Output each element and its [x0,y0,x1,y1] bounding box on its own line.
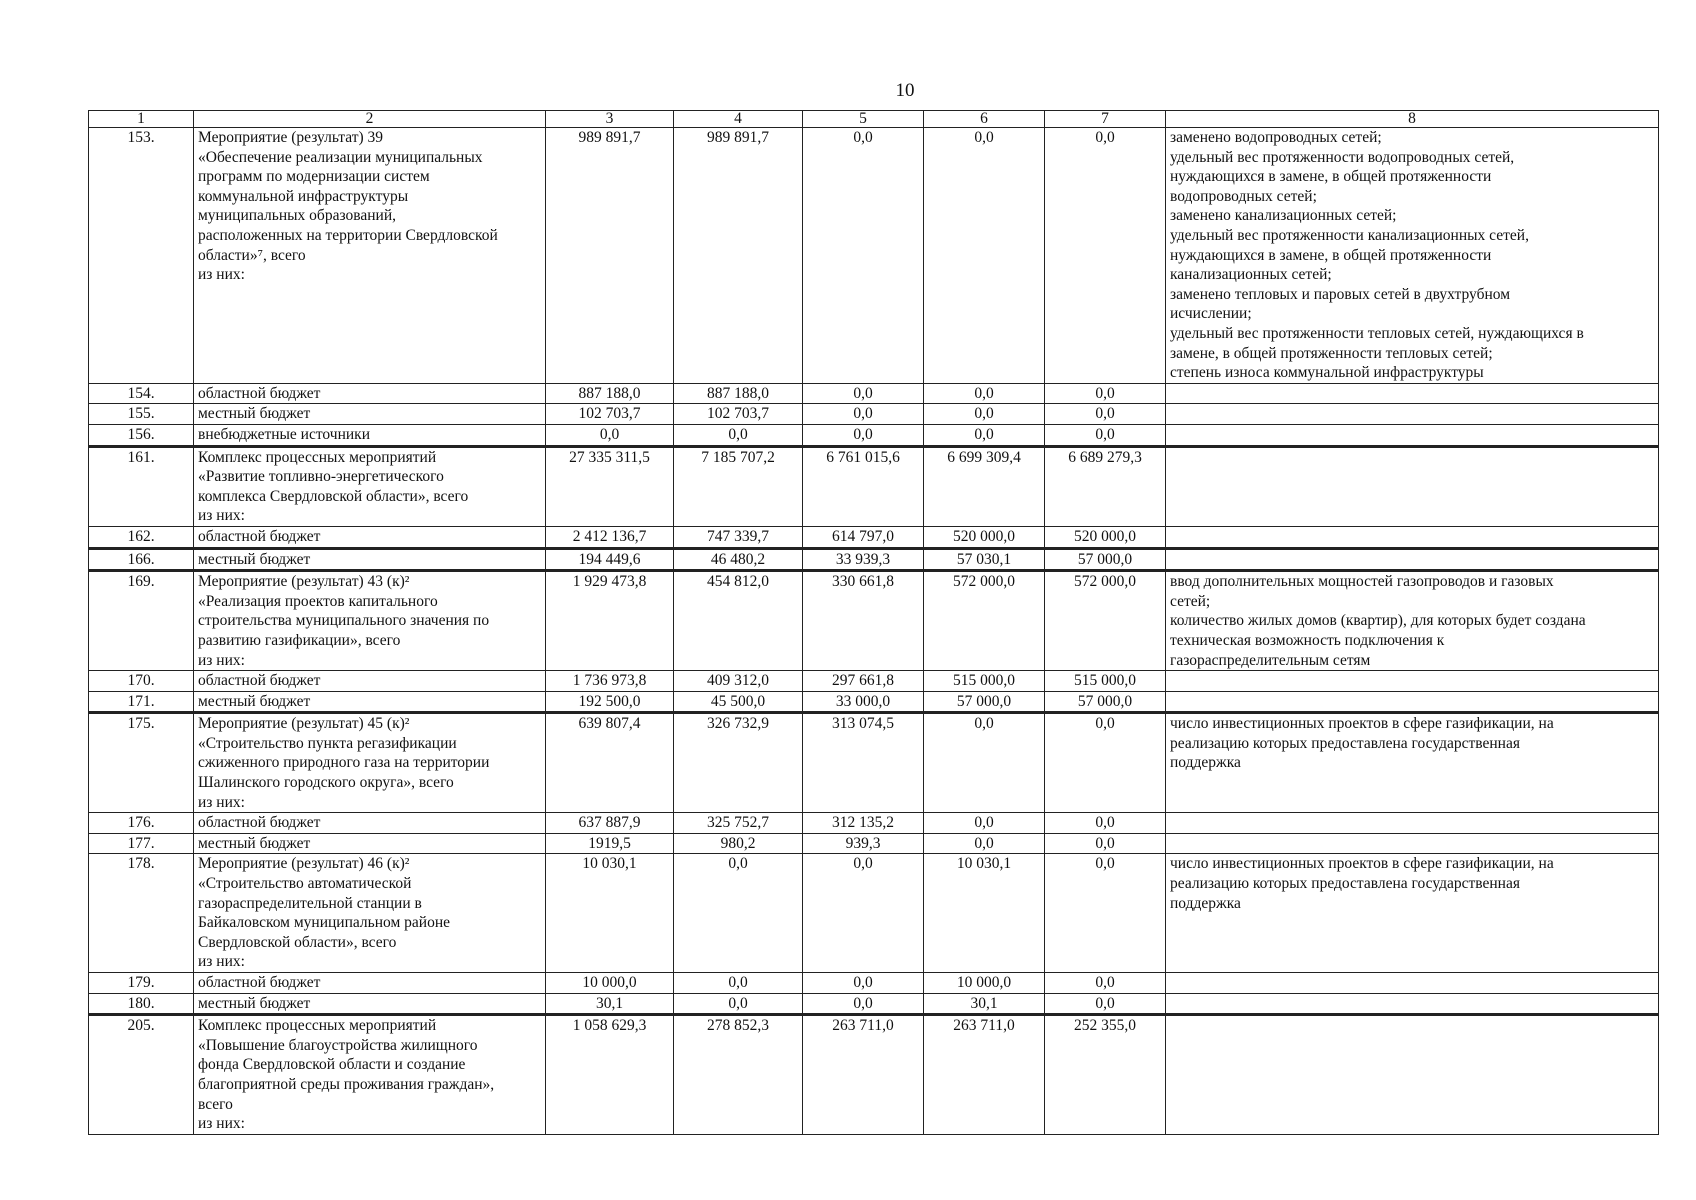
value-cell: 7 185 707,2 [674,446,803,526]
value-cell: 747 339,7 [674,526,803,548]
value-cell: 192 500,0 [546,691,674,713]
value-cell: 33 000,0 [803,691,924,713]
table-body [89,111,1659,1135]
value-cell: 0,0 [674,854,803,973]
row-indicator-line: заменено канализационных сетей; [1170,207,1397,225]
row-name [194,813,546,834]
value-cell: 0,0 [1045,854,1166,973]
row-name [194,548,546,571]
value-cell: 0,0 [1045,973,1166,994]
table-row [89,833,1659,854]
value-cell: 515 000,0 [924,671,1045,692]
value-cell: 252 355,0 [1045,1015,1166,1135]
value-cell: 0,0 [803,854,924,973]
row-indicator [1166,383,1659,404]
value-cell: 0,0 [674,993,803,1015]
value-cell: 102 703,7 [546,404,674,425]
row-indicator-line: исчислении; [1170,305,1252,323]
column-header: 4 [674,111,803,128]
row-name-line: Байкаловском муниципальном районе [198,914,450,932]
row-name [194,383,546,404]
row-number: 156. [89,424,194,446]
row-number: 180. [89,993,194,1015]
table-row [89,993,1659,1015]
value-cell: 278 852,3 [674,1015,803,1135]
value-cell: 46 480,2 [674,548,803,571]
row-name-line: расположенных на территории Свердловской [198,226,498,244]
row-indicator-line: газораспределительным сетям [1170,651,1371,669]
column-header: 6 [924,111,1045,128]
row-name-line: сжиженного природного газа на территории [198,754,490,772]
row-name-line: областной бюджет [198,527,321,545]
row-name [194,833,546,854]
row-indicator-line: реализацию которых предоставлена государственная [1170,875,1520,893]
value-cell: 0,0 [1045,813,1166,834]
row-indicator-line: поддержка [1170,754,1241,772]
value-cell: 0,0 [924,833,1045,854]
value-cell: 57 000,0 [924,691,1045,713]
value-cell: 0,0 [924,713,1045,813]
row-name-line: областной бюджет [198,672,321,690]
row-name-line: из них: [198,953,245,971]
row-name [194,993,546,1015]
row-name [194,713,546,813]
value-cell: 312 135,2 [803,813,924,834]
row-number: 162. [89,526,194,548]
row-indicator [1166,691,1659,713]
row-name [194,1015,546,1135]
row-number: 176. [89,813,194,834]
row-name-line: из них: [198,266,245,284]
row-name-line: «Строительство пункта регазификации [198,734,457,752]
row-number: 179. [89,973,194,994]
row-number: 205. [89,1015,194,1135]
value-cell: 10 030,1 [924,854,1045,973]
value-cell: 297 661,8 [803,671,924,692]
value-cell: 2 412 136,7 [546,526,674,548]
row-indicator [1166,571,1659,671]
value-cell: 263 711,0 [924,1015,1045,1135]
row-name-line: из них: [198,651,245,669]
value-cell: 330 661,8 [803,571,924,671]
value-cell: 57 000,0 [1045,548,1166,571]
row-indicator-line: удельный вес протяженности тепловых сетей, нуждающихся в [1170,324,1584,342]
row-name-line: областной бюджет [198,814,321,832]
row-indicator [1166,424,1659,446]
row-number: 178. [89,854,194,973]
value-cell: 0,0 [803,128,924,384]
row-indicator [1166,833,1659,854]
row-indicator-line: нуждающихся в замене, в общей протяженности [1170,168,1492,186]
row-indicator-line: удельный вес протяженности водопроводных сетей, [1170,148,1515,166]
value-cell: 1 929 473,8 [546,571,674,671]
table-row [89,691,1659,713]
row-indicator [1166,1015,1659,1135]
table-row [89,383,1659,404]
value-cell: 0,0 [803,424,924,446]
column-header: 5 [803,111,924,128]
row-name-line: Мероприятие (результат) 43 (к)² [198,573,410,591]
table-row [89,973,1659,994]
value-cell: 520 000,0 [924,526,1045,548]
value-cell: 0,0 [674,973,803,994]
row-number: 170. [89,671,194,692]
column-header: 7 [1045,111,1166,128]
table-row [89,424,1659,446]
row-name-line: всего [198,1095,233,1113]
value-cell: 989 891,7 [674,128,803,384]
row-indicator-line: сетей; [1170,592,1211,610]
value-cell: 326 732,9 [674,713,803,813]
value-cell: 887 188,0 [674,383,803,404]
row-indicator [1166,813,1659,834]
value-cell: 939,3 [803,833,924,854]
value-cell: 6 699 309,4 [924,446,1045,526]
row-indicator-line: заменено тепловых и паровых сетей в двухтрубном [1170,285,1511,303]
row-name-line: Шалинского городского округа», всего [198,774,454,792]
row-name [194,446,546,526]
row-name [194,854,546,973]
row-name-line: Комплекс процессных мероприятий [198,448,437,466]
value-cell: 0,0 [1045,993,1166,1015]
row-name-line: «Обеспечение реализации муниципальных [198,148,483,166]
value-cell: 0,0 [1045,833,1166,854]
value-cell: 980,2 [674,833,803,854]
budget-table [88,110,1659,1135]
row-name [194,128,546,384]
row-name-line: муниципальных образований, [198,207,396,225]
row-name-line: газораспределительной станции в [198,894,422,912]
row-name-line: из них: [198,793,245,811]
row-name-line: благоприятной среды проживания граждан», [198,1076,495,1094]
row-name-line: комплекса Свердловской области», всего [198,487,469,505]
row-indicator-line: поддержка [1170,894,1241,912]
row-name-line: «Реализация проектов капитального [198,592,438,610]
row-indicator [1166,526,1659,548]
page-number: 10 [895,80,915,101]
value-cell: 614 797,0 [803,526,924,548]
row-name-line: из них: [198,1115,245,1133]
column-header: 8 [1166,111,1659,128]
value-cell: 0,0 [803,404,924,425]
row-indicator-line: реализацию которых предоставлена государственная [1170,734,1520,752]
row-number: 166. [89,548,194,571]
value-cell: 0,0 [546,424,674,446]
row-name [194,404,546,425]
row-name-line: развитию газификации», всего [198,631,401,649]
table-row [89,404,1659,425]
value-cell: 409 312,0 [674,671,803,692]
row-name-line: областной бюджет [198,974,321,992]
row-name-line: программ по модернизации систем [198,168,430,186]
table-row [89,571,1659,671]
value-cell: 10 000,0 [924,973,1045,994]
value-cell: 515 000,0 [1045,671,1166,692]
value-cell: 27 335 311,5 [546,446,674,526]
value-cell: 0,0 [924,404,1045,425]
table-row [89,526,1659,548]
row-indicator [1166,548,1659,571]
row-name-line: «Развитие топливно-энергетического [198,468,444,486]
value-cell: 572 000,0 [924,571,1045,671]
table-row [89,446,1659,526]
row-name-line: фонда Свердловской области и создание [198,1056,466,1074]
value-cell: 0,0 [1045,128,1166,384]
table-row [89,813,1659,834]
header-row [89,111,1659,128]
value-cell: 0,0 [1045,404,1166,425]
value-cell: 57 000,0 [1045,691,1166,713]
row-name-line: внебюджетные источники [198,425,370,443]
value-cell: 0,0 [924,424,1045,446]
value-cell: 194 449,6 [546,548,674,571]
row-indicator [1166,973,1659,994]
value-cell: 639 807,4 [546,713,674,813]
row-name-line: «Строительство автоматической [198,875,412,893]
row-number: 177. [89,833,194,854]
value-cell: 0,0 [803,973,924,994]
value-cell: 6 761 015,6 [803,446,924,526]
table-row [89,128,1659,384]
row-indicator-line: число инвестиционных проектов в сфере газификации, на [1170,715,1554,733]
row-name-line: местный бюджет [198,994,311,1012]
row-number: 154. [89,383,194,404]
value-cell: 313 074,5 [803,713,924,813]
value-cell: 6 689 279,3 [1045,446,1166,526]
row-number: 153. [89,128,194,384]
row-number: 171. [89,691,194,713]
value-cell: 1 058 629,3 [546,1015,674,1135]
row-name [194,526,546,548]
row-name-line: Свердловской области», всего [198,933,397,951]
row-indicator-line: заменено водопроводных сетей; [1170,129,1382,146]
column-header: 2 [194,111,546,128]
value-cell: 10 030,1 [546,854,674,973]
row-indicator [1166,713,1659,813]
row-name-line: местный бюджет [198,834,311,852]
row-indicator-line: ввод дополнительных мощностей газопроводов и газовых [1170,573,1554,591]
row-name [194,691,546,713]
row-indicator-line: нуждающихся в замене, в общей протяженности [1170,246,1492,264]
row-indicator-line: количество жилых домов (квартир), для которых будет создана [1170,612,1586,630]
row-name-line: Мероприятие (результат) 45 (к)² [198,715,410,733]
value-cell: 102 703,7 [674,404,803,425]
row-name-line: местный бюджет [198,550,311,568]
value-cell: 0,0 [1045,383,1166,404]
row-number: 161. [89,446,194,526]
row-name [194,973,546,994]
row-indicator [1166,446,1659,526]
value-cell: 57 030,1 [924,548,1045,571]
table-row [89,671,1659,692]
row-name-line: местный бюджет [198,692,311,710]
row-indicator-line: степень износа коммунальной инфраструктуры [1170,364,1484,382]
row-name-line: коммунальной инфраструктуры [198,187,409,205]
value-cell: 0,0 [803,993,924,1015]
row-indicator [1166,128,1659,384]
table-row [89,1015,1659,1135]
row-indicator [1166,854,1659,973]
value-cell: 0,0 [1045,424,1166,446]
row-name [194,571,546,671]
table-row [89,854,1659,973]
value-cell: 0,0 [1045,713,1166,813]
value-cell: 0,0 [924,128,1045,384]
row-number: 169. [89,571,194,671]
row-name-line: области»⁷, всего [198,246,306,264]
value-cell: 33 939,3 [803,548,924,571]
row-name-line: из них: [198,507,245,525]
value-cell: 45 500,0 [674,691,803,713]
value-cell: 454 812,0 [674,571,803,671]
table-row [89,548,1659,571]
row-indicator [1166,404,1659,425]
value-cell: 989 891,7 [546,128,674,384]
value-cell: 10 000,0 [546,973,674,994]
row-indicator-line: водопроводных сетей; [1170,187,1317,205]
row-indicator [1166,993,1659,1015]
value-cell: 0,0 [924,813,1045,834]
table-row [89,713,1659,813]
row-name-line: Комплекс процессных мероприятий [198,1017,437,1035]
value-cell: 263 711,0 [803,1015,924,1135]
row-number: 175. [89,713,194,813]
column-header: 1 [89,111,194,128]
row-name [194,424,546,446]
value-cell: 0,0 [803,383,924,404]
row-name-line: областной бюджет [198,384,321,402]
column-header: 3 [546,111,674,128]
value-cell: 520 000,0 [1045,526,1166,548]
value-cell: 1 736 973,8 [546,671,674,692]
row-name-line: «Повышение благоустройства жилищного [198,1036,478,1054]
row-number: 155. [89,404,194,425]
value-cell: 887 188,0 [546,383,674,404]
row-indicator [1166,671,1659,692]
value-cell: 325 752,7 [674,813,803,834]
row-indicator-line: замене, в общей протяженности тепловых сетей; [1170,344,1493,362]
row-name-line: строительства муниципального значения по [198,612,490,630]
row-name-line: местный бюджет [198,405,311,423]
row-indicator-line: удельный вес протяженности канализационных сетей, [1170,226,1529,244]
row-indicator-line: число инвестиционных проектов в сфере газификации, на [1170,855,1554,873]
row-indicator-line: техническая возможность подключения к [1170,631,1445,649]
value-cell: 30,1 [924,993,1045,1015]
row-indicator-line: канализационных сетей; [1170,266,1332,284]
row-name-line: Мероприятие (результат) 46 (к)² [198,855,410,873]
row-name [194,671,546,692]
row-name-line: Мероприятие (результат) 39 [198,129,384,146]
value-cell: 637 887,9 [546,813,674,834]
value-cell: 0,0 [924,383,1045,404]
value-cell: 30,1 [546,993,674,1015]
value-cell: 0,0 [674,424,803,446]
value-cell: 1919,5 [546,833,674,854]
value-cell: 572 000,0 [1045,571,1166,671]
